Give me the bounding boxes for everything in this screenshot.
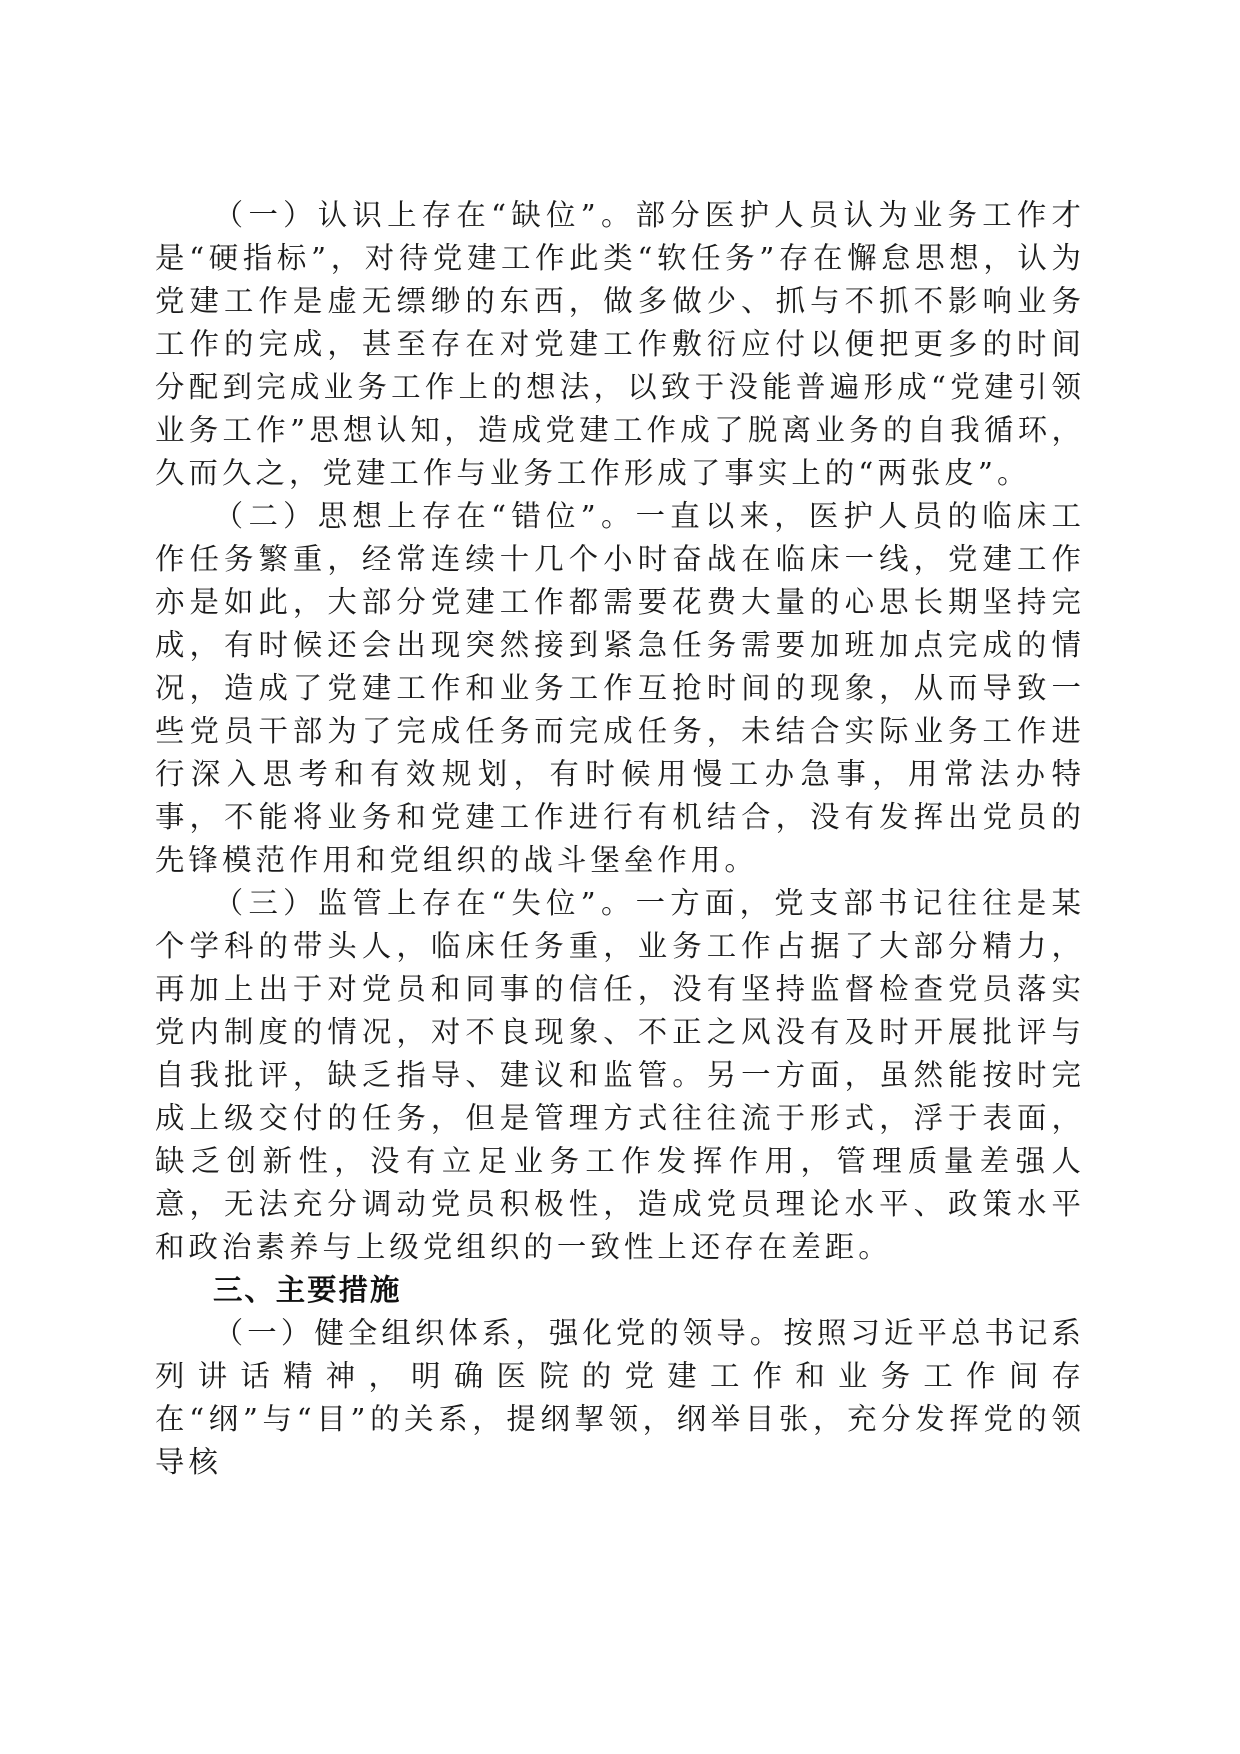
paragraph-organization-system: （一）健全组织体系，强化党的领导。按照习近平总书记系列讲话精神，明确医院的党建工作和业务工作间存在“纲”与“目”的关系，提纲挈领，纲举目张，充分发挥党的领导核 <box>155 1316 1085 1479</box>
document-page <box>155 194 1085 1484</box>
paragraph-mindset-misalignment: （二）思想上存在“错位”。一直以来，医护人员的临床工作任务繁重，经常连续十几个小时奋战在临床一线，党建工作亦是如此，大部分党建工作都需要花费大量的心思长期坚持完成，有时候还会出现突然接到紧急任务需要加班加点完成的情况，造成了党建工作和业务工作互抢时间的现象，从而导致一些党员干部为了完成任务而完成任务，未结合实际业务工作进行深入思考和有效规划，有时候用慢工办急事，用常法办特事，不能将业务和党建工作进行有机结合，没有发挥出党员的先锋模范作用和党组织的战斗堡垒作用。 <box>155 499 1085 877</box>
paragraph-cognition-gap: （一）认识上存在“缺位”。部分医护人员认为业务工作才是“硬指标”，对待党建工作此类“软任务”存在懈怠思想，认为党建工作是虚无缥缈的东西，做多做少、抓与不抓不影响业务工作的完成，甚至存在对党建工作敷衍应付以便把更多的时间分配到完成业务工作上的想法，以致于没能普遍形成“党建引领业务工作”思想认知，造成党建工作成了脱离业务的自我循环，久而久之，党建工作与业务工作形成了事实上的“两张皮”。 <box>155 198 1085 490</box>
paragraph-supervision-gap: （三）监管上存在“失位”。一方面，党支部书记往往是某个学科的带头人，临床任务重，业务工作占据了大部分精力，再加上出于对党员和同事的信任，没有坚持监督检查党员落实党内制度的情况，对不良现象、不正之风没有及时开展批评与自我批评，缺乏指导、建议和监管。另一方面，虽然能按时完成上级交付的任务，但是管理方式往往流于形式，浮于表面，缺乏创新性，没有立足业务工作发挥作用，管理质量差强人意，无法充分调动党员积极性，造成党员理论水平、政策水平和政治素养与上级党组织的一致性上还存在差距。 <box>155 886 1085 1264</box>
section-heading-main-measures: 三、主要措施 <box>213 1273 402 1307</box>
